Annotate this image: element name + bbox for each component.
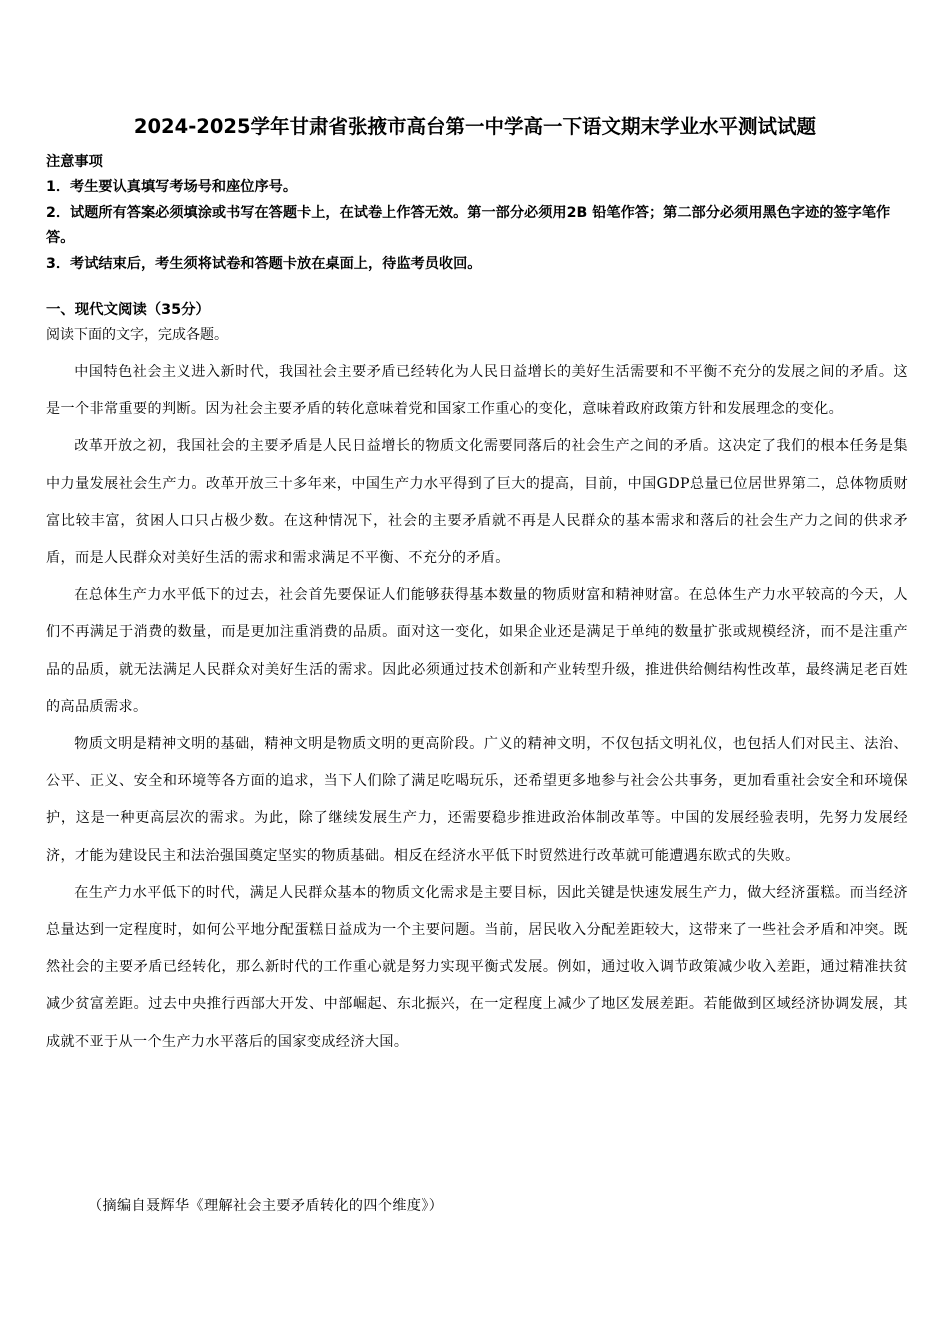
passage-paragraph: 在生产力水平低下的时代，满足人民群众基本的物质文化需求是主要目标，因此关键是快速发展生产力，做大经济蛋糕。而当经济总量达到一定程度时，如何公平地分配蛋糕日益成为一个主要问题。当前，居民收入分配差距较大，这带来了一些社会矛盾和冲突。既然社会的主要矛盾已经转化，那么新时代的工作重心就是努力实现平衡式发展。例如，通过收入调节政策减少收入差距，通过精准扶贫减少贫富差距。过去中央推行西部大开发、中部崛起、东北振兴，在一定程度上减少了地区发展差距。若能做到区域经济协调发展，其成就不亚于从一个生产力水平落后的国家变成经济大国。 [46,884,908,1050]
passage-paragraph: 在总体生产力水平低下的过去，社会首先要保证人们能够获得基本数量的物质财富和精神财富。在总体生产力水平较高的今天，人们不再满足于消费的数量，而是更加注重消费的品质。面对这一变化，如果企业还是满足于单纯的数量扩张或规模经济，而不是注重产品的品质，就无法满足人民群众对美好生活的需求。因此必须通过技术创新和产业转型升级，推进供给侧结构性改革，最终满足老百姓的高品质需求。 [46,587,908,715]
section-instruction: 阅读下面的文字，完成各题。 [46,327,228,343]
notice-item: 2．试题所有答案必须填涂或书写在答题卡上，在试卷上作答无效。第一部分必须用2B 铅笔作答；第二部分必须用黑色字迹的签字笔作答。 [46,204,891,247]
passage-paragraph: 改革开放之初，我国社会的主要矛盾是人民日益增长的物质文化需要同落后的社会生产之间的矛盾。这决定了我们的根本任务是集中力量发展社会生产力。改革开放三十多年来，中国生产力水平得到了巨大的提高，目前，中国GDP总量已位居世界第二，总体物质财富比较丰富，贫困人口只占极少数。在这种情况下，社会的主要矛盾就不再是人民群众的基本需求和落后的社会生产力之间的供求矛盾，而是人民群众对美好生活的需求和需求满足不平衡、不充分的矛盾。 [46,438,908,567]
passage-source: （摘编自聂辉华《理解社会主要矛盾转化的四个维度》） [88,1198,444,1214]
passage-paragraph: 中国特色社会主义进入新时代，我国社会主要矛盾已经转化为人民日益增长的美好生活需要和不平衡不充分的发展之间的矛盾。这是一个非常重要的判断。因为社会主要矛盾的转化意味着党和国家工作重心的变化，意味着政府政策方针和发展理念的变化。 [46,364,908,418]
notice-heading: 注意事项 [46,154,103,170]
section-heading: 一、现代文阅读（35分） [46,302,210,318]
exam-title: 2024-2025学年甘肃省张掖市高台第一中学高一下语文期末学业水平测试试题 [133,115,817,138]
notice-item: 1．考生要认真填写考场号和座位序号。 [46,179,298,196]
notice-block [46,150,908,277]
passage-paragraph: 物质文明是精神文明的基础，精神文明是物质文明的更高阶段。广义的精神文明，不仅包括文明礼仪，也包括人们对民主、法治、公平、正义、安全和环境等各方面的追求，当下人们除了满足吃喝玩乐，还希望更多地参与社会公共事务，更加看重社会安全和环境保护，这是一种更高层次的需求。为此，除了继续发展生产力，还需要稳步推进政治体制改革等。中国的发展经验表明，先努力发展经济，才能为建设民主和法治强国奠定坚实的物质基础。相反在经济水平低下时贸然进行改革就可能遭遇东欧式的失败。 [46,736,908,864]
reading-passage [46,354,908,1061]
notice-item: 3．考试结束后，考生须将试卷和答题卡放在桌面上，待监考员收回。 [46,255,482,272]
